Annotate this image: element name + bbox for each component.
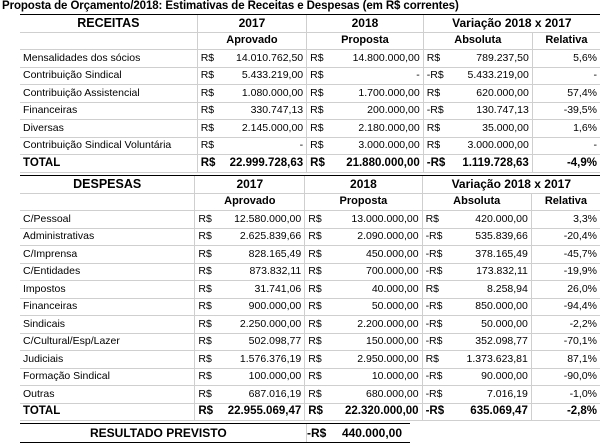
row-label: C/Imprensa xyxy=(20,246,195,264)
currency-absolute: R$ xyxy=(423,50,449,68)
row-label: Contribuição Sindical Voluntária xyxy=(20,137,197,155)
value-2018: 14.800.000,00 xyxy=(334,50,423,68)
currency-2018: R$ xyxy=(305,316,333,334)
value-absolute: 7.016,19 xyxy=(448,386,531,404)
table-row xyxy=(20,351,600,369)
row-label: Diversas xyxy=(20,120,197,138)
value-2018: 40.000,00 xyxy=(333,281,422,299)
value-2017: 2.625.839,66 xyxy=(223,228,305,246)
value-2018: 1.700.000,00 xyxy=(334,85,423,103)
value-2018: 21.880.000,00 xyxy=(334,155,423,173)
header-2017: 2017 xyxy=(197,15,306,33)
value-absolute: 352.098,77 xyxy=(448,333,531,351)
value-2018: 3.000.000,00 xyxy=(334,137,423,155)
value-2017: 1.080.000,00 xyxy=(225,85,307,103)
header-2018: 2018 xyxy=(305,176,422,194)
table-row xyxy=(20,85,600,103)
table-row xyxy=(20,120,600,138)
result-value: 440.000,00 xyxy=(341,426,402,440)
currency-2018: R$ xyxy=(305,298,333,316)
currency-2017: R$ xyxy=(195,403,223,421)
currency-2018: R$ xyxy=(305,228,333,246)
subheader-absolute: Absoluta xyxy=(422,193,531,211)
despesas-header-row xyxy=(20,176,600,194)
value-2017: 900.000,00 xyxy=(223,298,305,316)
value-relative: -4,9% xyxy=(532,155,600,173)
subheader-relative: Relativa xyxy=(531,193,600,211)
currency-absolute: -R$ xyxy=(422,228,448,246)
value-2018: 2.090.000,00 xyxy=(333,228,422,246)
currency-absolute: -R$ xyxy=(422,263,448,281)
value-relative: -19,9% xyxy=(531,263,600,281)
subheader-approved: Aprovado xyxy=(197,32,306,50)
row-label: Outras xyxy=(20,386,195,404)
currency-2017: R$ xyxy=(195,228,223,246)
value-2018: 13.000.000,00 xyxy=(333,211,422,229)
currency-2017: R$ xyxy=(195,351,223,369)
value-relative: 5,6% xyxy=(532,50,600,68)
table-row xyxy=(20,102,600,120)
value-2017: 14.010.762,50 xyxy=(225,50,307,68)
value-relative: -20,4% xyxy=(531,228,600,246)
row-label: C/Pessoal xyxy=(20,211,195,229)
row-label: Contribuição Assistencial xyxy=(20,85,197,103)
currency-2017: R$ xyxy=(197,120,225,138)
despesas-table xyxy=(20,175,600,421)
currency-2018: R$ xyxy=(305,351,333,369)
value-2017: 687.016,19 xyxy=(223,386,305,404)
despesas-section-label: DESPESAS xyxy=(20,176,195,194)
value-2017: 31.741,06 xyxy=(223,281,305,299)
value-absolute: 1.119.728,63 xyxy=(450,155,533,173)
receitas-total-row xyxy=(20,155,600,173)
value-absolute: 8.258,94 xyxy=(448,281,531,299)
value-2017: 828.165,49 xyxy=(223,246,305,264)
table-row xyxy=(20,211,600,229)
currency-absolute: R$ xyxy=(423,137,449,155)
currency-2018: R$ xyxy=(305,246,333,264)
currency-2017: R$ xyxy=(197,67,225,85)
currency-2017: R$ xyxy=(195,386,223,404)
currency-2018: R$ xyxy=(307,67,335,85)
value-absolute: 789.237,50 xyxy=(450,50,533,68)
value-2017: - xyxy=(225,137,307,155)
value-relative: 57,4% xyxy=(532,85,600,103)
value-absolute: 173.832,11 xyxy=(448,263,531,281)
value-relative: -1,0% xyxy=(531,386,600,404)
currency-2018: R$ xyxy=(305,263,333,281)
currency-2018: R$ xyxy=(307,137,335,155)
currency-absolute: R$ xyxy=(422,351,448,369)
currency-2017: R$ xyxy=(195,211,223,229)
currency-2018: R$ xyxy=(305,368,333,386)
value-relative: 1,6% xyxy=(532,120,600,138)
table-row xyxy=(20,281,600,299)
currency-absolute: -R$ xyxy=(422,246,448,264)
value-absolute: 635.069,47 xyxy=(448,403,531,421)
currency-2018: R$ xyxy=(305,403,333,421)
value-2018: 150.000,00 xyxy=(333,333,422,351)
header-2017: 2017 xyxy=(195,176,305,194)
value-2018: 450.000,00 xyxy=(333,246,422,264)
table-row xyxy=(20,137,600,155)
currency-absolute: -R$ xyxy=(423,102,449,120)
value-2017: 1.576.376,19 xyxy=(223,351,305,369)
currency-absolute: -R$ xyxy=(422,386,448,404)
table-row xyxy=(20,298,600,316)
subheader-relative: Relativa xyxy=(532,32,600,50)
value-2017: 873.832,11 xyxy=(223,263,305,281)
value-absolute: 535.839,66 xyxy=(448,228,531,246)
result-label: RESULTADO PREVISTO xyxy=(90,426,227,440)
table-row xyxy=(20,246,600,264)
value-2018: - xyxy=(334,67,423,85)
row-label: TOTAL xyxy=(20,155,197,173)
value-relative: 26,0% xyxy=(531,281,600,299)
table-row xyxy=(20,386,600,404)
value-2018: 22.320.000,00 xyxy=(333,403,422,421)
value-2018: 50.000,00 xyxy=(333,298,422,316)
value-absolute: 35.000,00 xyxy=(450,120,533,138)
subheader-approved: Aprovado xyxy=(195,193,305,211)
currency-2017: R$ xyxy=(197,155,225,173)
table-row xyxy=(20,228,600,246)
value-2017: 2.250.000,00 xyxy=(223,316,305,334)
value-relative: -2,2% xyxy=(531,316,600,334)
currency-2018: R$ xyxy=(305,211,333,229)
receitas-subheader-row xyxy=(20,32,600,50)
currency-2018: R$ xyxy=(307,85,335,103)
value-2018: 700.000,00 xyxy=(333,263,422,281)
row-label: Financeiras xyxy=(20,298,195,316)
value-absolute: 420.000,00 xyxy=(448,211,531,229)
receitas-rows xyxy=(20,50,600,173)
value-2017: 100.000,00 xyxy=(223,368,305,386)
currency-2017: R$ xyxy=(197,137,225,155)
value-absolute: 1.373.623,81 xyxy=(448,351,531,369)
row-label: Mensalidades dos sócios xyxy=(20,50,197,68)
table-row xyxy=(20,333,600,351)
result-currency: -R$ xyxy=(307,426,327,440)
subheader-absolute: Absoluta xyxy=(423,32,532,50)
value-absolute: 5.433.219,00 xyxy=(450,67,533,85)
row-label: TOTAL xyxy=(20,403,195,421)
table-row xyxy=(20,67,600,85)
value-2018: 200.000,00 xyxy=(334,102,423,120)
value-relative: -70,1% xyxy=(531,333,600,351)
value-relative: - xyxy=(532,67,600,85)
currency-2017: R$ xyxy=(197,102,225,120)
row-label: Administrativas xyxy=(20,228,195,246)
receitas-header-row xyxy=(20,15,600,33)
value-relative: 87,1% xyxy=(531,351,600,369)
value-relative: 3,3% xyxy=(531,211,600,229)
row-label: Contribuição Sindical xyxy=(20,67,197,85)
value-2017: 5.433.219,00 xyxy=(225,67,307,85)
currency-absolute: R$ xyxy=(423,120,449,138)
currency-2017: R$ xyxy=(197,50,225,68)
value-2017: 22.999.728,63 xyxy=(225,155,307,173)
value-2018: 2.950.000,00 xyxy=(333,351,422,369)
currency-2017: R$ xyxy=(195,281,223,299)
value-relative: -45,7% xyxy=(531,246,600,264)
value-absolute: 50.000,00 xyxy=(448,316,531,334)
row-label: C/Entidades xyxy=(20,263,195,281)
value-absolute: 378.165,49 xyxy=(448,246,531,264)
value-absolute: 850.000,00 xyxy=(448,298,531,316)
value-2018: 2.180.000,00 xyxy=(334,120,423,138)
row-label: Sindicais xyxy=(20,316,195,334)
value-relative: -2,8% xyxy=(531,403,600,421)
row-label: Formação Sindical xyxy=(20,368,195,386)
row-label: Judiciais xyxy=(20,351,195,369)
currency-absolute: -R$ xyxy=(422,333,448,351)
header-2018: 2018 xyxy=(307,15,424,33)
receitas-section-label: RECEITAS xyxy=(20,15,197,33)
receitas-table xyxy=(20,14,600,173)
value-2017: 330.747,13 xyxy=(225,102,307,120)
value-relative: -39,5% xyxy=(532,102,600,120)
table-row xyxy=(20,50,600,68)
blank-cell xyxy=(20,32,197,50)
value-absolute: 130.747,13 xyxy=(450,102,533,120)
currency-2017: R$ xyxy=(195,333,223,351)
value-2017: 502.098,77 xyxy=(223,333,305,351)
currency-2017: R$ xyxy=(195,298,223,316)
table-row xyxy=(20,263,600,281)
subheader-proposed: Proposta xyxy=(305,193,422,211)
currency-2017: R$ xyxy=(195,316,223,334)
currency-absolute: -R$ xyxy=(422,368,448,386)
value-relative: - xyxy=(532,137,600,155)
value-2018: 10.000,00 xyxy=(333,368,422,386)
currency-2018: R$ xyxy=(307,102,335,120)
currency-absolute: -R$ xyxy=(422,403,448,421)
value-2018: 2.200.000,00 xyxy=(333,316,422,334)
table-row xyxy=(20,368,600,386)
header-variation: Variação 2018 x 2017 xyxy=(423,15,600,33)
currency-absolute: -R$ xyxy=(422,316,448,334)
currency-2018: R$ xyxy=(305,281,333,299)
sheet-title: Proposta de Orçamento/2018: Estimativas de Receitas e Despesas (em R$ correntes) xyxy=(2,0,459,12)
header-variation: Variação 2018 x 2017 xyxy=(422,176,600,194)
despesas-subheader-row xyxy=(20,193,600,211)
value-absolute: 3.000.000,00 xyxy=(450,137,533,155)
currency-2018: R$ xyxy=(307,120,335,138)
subheader-proposed: Proposta xyxy=(307,32,424,50)
currency-2018: R$ xyxy=(305,386,333,404)
value-2018: 680.000,00 xyxy=(333,386,422,404)
row-label: C/Cultural/Esp/Lazer xyxy=(20,333,195,351)
currency-absolute: R$ xyxy=(422,211,448,229)
despesas-total-row xyxy=(20,403,600,421)
currency-absolute: -R$ xyxy=(423,155,449,173)
currency-absolute: R$ xyxy=(423,85,449,103)
currency-absolute: -R$ xyxy=(423,67,449,85)
currency-2018: R$ xyxy=(307,50,335,68)
row-label: Impostos xyxy=(20,281,195,299)
despesas-rows xyxy=(20,211,600,421)
currency-absolute: R$ xyxy=(422,281,448,299)
value-relative: -90,0% xyxy=(531,368,600,386)
currency-2017: R$ xyxy=(195,263,223,281)
value-2017: 22.955.069,47 xyxy=(223,403,305,421)
value-absolute: 620.000,00 xyxy=(450,85,533,103)
currency-absolute: -R$ xyxy=(422,298,448,316)
row-label: Financeiras xyxy=(20,102,197,120)
table-row xyxy=(20,316,600,334)
currency-2018: R$ xyxy=(305,333,333,351)
value-absolute: 90.000,00 xyxy=(448,368,531,386)
currency-2017: R$ xyxy=(197,85,225,103)
currency-2017: R$ xyxy=(195,246,223,264)
currency-2017: R$ xyxy=(195,368,223,386)
value-2017: 12.580.000,00 xyxy=(223,211,305,229)
value-2017: 2.145.000,00 xyxy=(225,120,307,138)
result-row xyxy=(20,423,410,443)
value-relative: -94,4% xyxy=(531,298,600,316)
currency-2018: R$ xyxy=(307,155,335,173)
blank-cell xyxy=(20,193,195,211)
